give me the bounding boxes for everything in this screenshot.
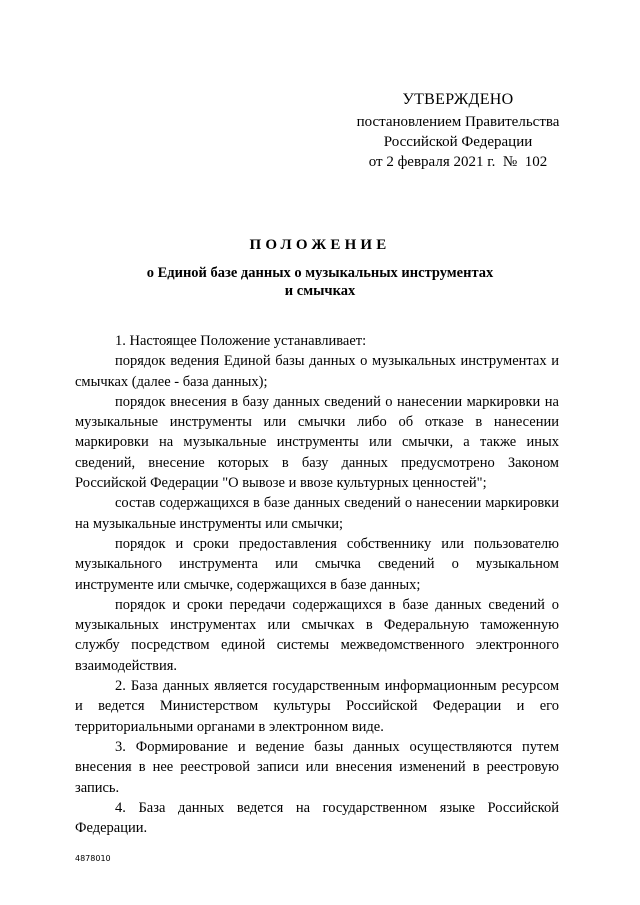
approval-title: УТВЕРЖДЕНО xyxy=(402,91,514,108)
paragraph: порядок ведения Единой базы данных о музыкальных инструментах и смычках (далее - база данных); xyxy=(75,353,559,390)
paragraph: 1. Настоящее Положение устанавливает: xyxy=(115,333,367,349)
paragraph: порядок и сроки передачи содержащихся в базе данных сведений о музыкальных инструментах или смычках в Федеральную таможенную службу посредством единой системы межведомственного электронного взаимодействия. xyxy=(75,596,559,674)
approval-date-number: от 2 февраля 2021 г. № 102 xyxy=(368,154,548,170)
paragraph: 2. База данных является государственным информационным ресурсом и ведется Министерством культуры Российской Федерации и его территориальными органами в электронном виде. xyxy=(75,678,559,735)
subtitle-line: и смычках xyxy=(284,283,356,299)
document-body xyxy=(75,331,559,838)
document-subtitle xyxy=(100,264,540,300)
paragraph: состав содержащихся в базе данных сведений о нанесении маркировки на музыкальные инструменты или смычки; xyxy=(75,495,559,532)
paragraph: 3. Формирование и ведение базы данных осуществляются путем внесения в нее реестровой записи или внесения изменений в реестровую запись. xyxy=(75,738,559,796)
paragraph: порядок внесения в базу данных сведений о нанесении маркировки на музыкальные инструменты или смычки либо об отказе в нанесении маркировки на музыкальные инструменты или смычки, а также иных сведений, внесение которых в базу данных предусмотрено Законом Российской Федерации "О вывозе и ввозе культурных ценностей"; xyxy=(75,393,559,492)
paragraph: порядок и сроки предоставления собственнику или пользователю музыкального инструмента или смычка сведений о музыкальном инструменте или смычке, содержащихся в базе данных; xyxy=(75,535,559,593)
subtitle-line: о Единой базе данных о музыкальных инструментах xyxy=(146,265,494,281)
approval-line: Российской Федерации xyxy=(383,134,533,150)
approval-line: постановлением Правительства xyxy=(356,114,560,130)
document-code: 4878010 xyxy=(75,854,111,863)
paragraph: 4. База данных ведется на государственном языке Российской Федерации. xyxy=(75,799,559,837)
document-title: ПОЛОЖЕНИЕ xyxy=(249,237,391,253)
approval-stamp xyxy=(330,90,586,172)
